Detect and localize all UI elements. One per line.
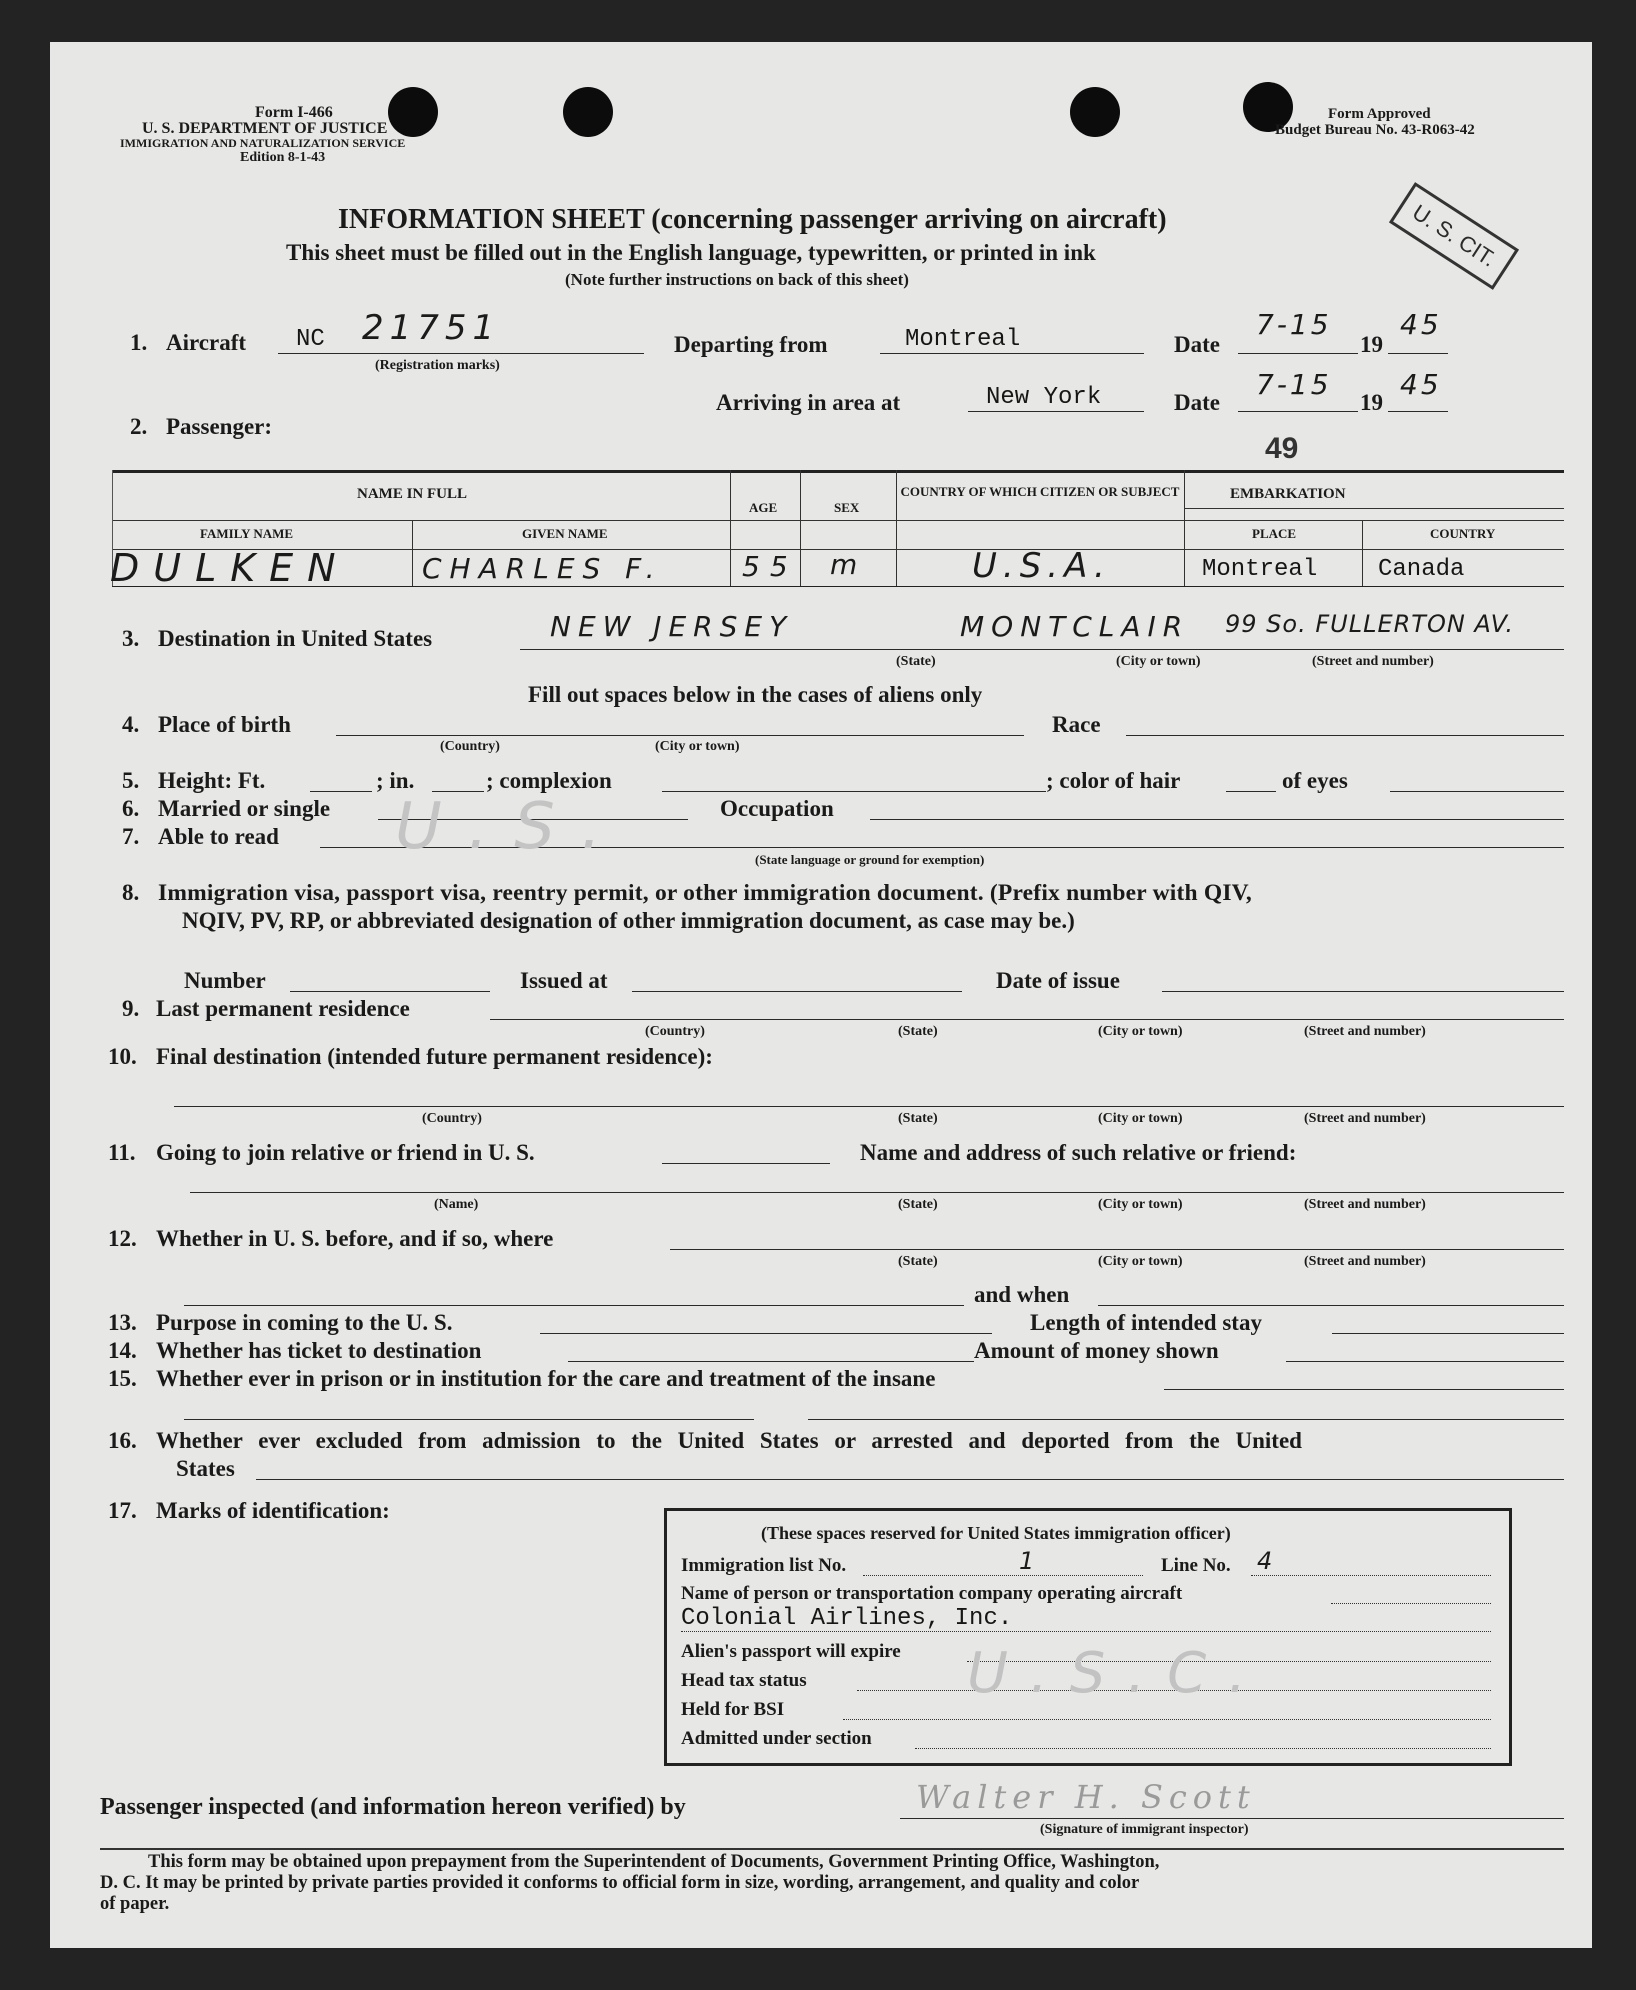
residence-label: Last permanent residence — [156, 996, 410, 1021]
state-caption: (State) — [896, 654, 936, 669]
item-number: 15. — [108, 1366, 137, 1391]
excluded-line — [256, 1479, 1564, 1480]
arriving-label: Arriving in area at — [716, 390, 901, 415]
item-number: 13. — [108, 1310, 137, 1335]
destination-line — [520, 649, 1564, 650]
street-caption: (Street and number) — [1304, 1197, 1426, 1212]
when-line — [1098, 1305, 1564, 1306]
item-number: 17. — [108, 1498, 137, 1523]
prison-label: Whether ever in prison or in institution for the care and treatment of the insane — [156, 1366, 936, 1391]
embarkation-place-value: Montreal — [1202, 556, 1318, 583]
name-in-full-header: NAME IN FULL — [357, 486, 468, 502]
form-title: INFORMATION SHEET (concerning passenger arriving on aircraft) — [338, 204, 1167, 235]
birth-label: Place of birth — [158, 712, 291, 737]
arrival-date-line — [1238, 411, 1358, 412]
departing-line — [880, 353, 1144, 354]
issued-label: Issued at — [520, 968, 608, 993]
name-caption: (Name) — [434, 1197, 479, 1212]
admitted-dots — [915, 1748, 1491, 1749]
item-number: 4. — [122, 712, 140, 737]
head-tax-label: Head tax status — [681, 1670, 807, 1691]
money-line — [1286, 1361, 1564, 1362]
name-address-label: Name and address of such relative or friend: — [860, 1140, 1297, 1165]
aircraft-line — [278, 353, 644, 354]
city-caption: (City or town) — [1098, 1254, 1183, 1269]
officer-heading: (These spaces reserved for United States immigration officer) — [761, 1523, 1231, 1543]
stamp-text: U. S. CIT. — [1407, 199, 1501, 272]
sex-value: m — [830, 548, 861, 581]
prison-line-2a — [184, 1419, 754, 1420]
read-label: Able to read — [158, 824, 279, 849]
line-dots — [1251, 1575, 1491, 1576]
list-value: 1 — [1019, 1547, 1038, 1575]
arrival-year-line — [1388, 411, 1448, 412]
visa-line-2: NQIV, PV, RP, or abbreviated designation of other immigration document, as case may be.) — [182, 908, 1075, 933]
citizen-stamp — [1389, 182, 1519, 290]
punch-hole — [388, 87, 438, 137]
sex-header: SEX — [834, 500, 860, 515]
operator-dots-2 — [681, 1631, 1491, 1632]
service: IMMIGRATION AND NATURALIZATION SERVICE — [120, 136, 406, 150]
city-caption: (City or town) — [1116, 654, 1201, 669]
inspected-label: Passenger inspected (and information hereon verified) by — [100, 1794, 686, 1820]
arriving-value: New York — [986, 384, 1102, 411]
item-number: 9. — [122, 996, 140, 1021]
and-when-label: and when — [974, 1282, 1070, 1307]
age-header: AGE — [749, 500, 778, 515]
list-dots — [863, 1575, 1143, 1576]
signature-line — [900, 1818, 1564, 1819]
final-destination-line — [174, 1106, 1564, 1107]
registration-value: 21751 — [362, 308, 501, 348]
family-name-header: FAMILY NAME — [200, 526, 294, 541]
arrival-year-prefix: 19 — [1360, 390, 1383, 415]
city-caption: (City or town) — [1098, 1024, 1183, 1039]
form-approved: Form Approved — [1328, 106, 1431, 122]
item-number: 12. — [108, 1226, 137, 1251]
departure-year-prefix: 19 — [1360, 332, 1383, 357]
form-note: (Note further instructions on back of this sheet) — [565, 270, 909, 289]
join-relative-label: Going to join relative or friend in U. S. — [156, 1140, 535, 1165]
marks-label: Marks of identification: — [156, 1498, 390, 1523]
height-label: Height: Ft. — [158, 768, 266, 793]
occupation-line — [870, 819, 1564, 820]
occupation-label: Occupation — [720, 796, 834, 821]
line-label: Line No. — [1161, 1555, 1231, 1576]
registration-caption: (Registration marks) — [375, 358, 500, 373]
item-number: 1. — [130, 330, 148, 355]
inspector-signature: Walter H. Scott — [916, 1778, 1256, 1816]
state-caption: (State) — [898, 1024, 938, 1039]
footer-line-1: This form may be obtained upon prepayment from the Superintendent of Documents, Government Printing Office, Washington, — [148, 1852, 1160, 1872]
birth-line — [336, 735, 1024, 736]
age-value: 55 — [742, 550, 798, 583]
residence-line — [490, 1019, 1564, 1020]
aliens-heading: Fill out spaces below in the cases of aliens only — [528, 682, 983, 707]
country-header: COUNTRY — [1430, 526, 1496, 541]
name-address-line — [190, 1192, 1564, 1193]
purpose-line — [540, 1333, 992, 1334]
footer-line-2: D. C. It may be printed by private parties provided it conforms to official form in size, wording, arrangement, and quality and color — [100, 1873, 1140, 1893]
signature-caption: (Signature of immigrant inspector) — [1040, 1822, 1249, 1837]
married-label: Married or single — [158, 796, 331, 821]
held-dots — [843, 1719, 1491, 1720]
arriving-line — [968, 411, 1144, 412]
final-destination-label: Final destination (intended future permanent residence): — [156, 1044, 713, 1069]
operator-value: Colonial Airlines, Inc. — [681, 1605, 1013, 1632]
operator-label: Name of person or transportation company operating aircraft — [681, 1583, 1183, 1604]
item-number: 2. — [130, 414, 148, 439]
complexion-line — [662, 791, 1046, 792]
punch-hole — [563, 87, 613, 137]
sheet-number: 49 — [1265, 432, 1299, 465]
family-name-value: DULKEN — [110, 546, 350, 590]
issued-line — [632, 991, 962, 992]
item-number: 16. — [108, 1428, 137, 1453]
embarkation-header: EMBARKATION — [1230, 486, 1346, 502]
purpose-label: Purpose in coming to the U. S. — [156, 1310, 453, 1335]
destination-label: Destination in United States — [158, 626, 433, 651]
prison-line — [1164, 1389, 1564, 1390]
country-caption: (Country) — [440, 739, 500, 754]
money-label: Amount of money shown — [974, 1338, 1219, 1363]
city-caption: (City or town) — [1098, 1197, 1183, 1212]
departing-value: Montreal — [905, 326, 1021, 353]
departure-date: 7-15 — [1256, 308, 1332, 341]
street-caption: (Street and number) — [1304, 1024, 1426, 1039]
eyes-label: of eyes — [1282, 768, 1348, 793]
budget-number: Budget Bureau No. 43-R063-42 — [1275, 122, 1475, 138]
us-before-line — [670, 1249, 1564, 1250]
city-caption: (City or town) — [655, 739, 740, 754]
arrival-date: 7-15 — [1256, 368, 1332, 401]
passport-label: Alien's passport will expire — [681, 1641, 901, 1662]
list-label: Immigration list No. — [681, 1555, 847, 1576]
destination-city: MONTCLAIR — [960, 610, 1190, 643]
country-caption: (Country) — [645, 1024, 705, 1039]
officer-pencil-mark: U.S.C. — [967, 1641, 1269, 1706]
street-caption: (Street and number) — [1304, 1254, 1426, 1269]
passenger-table — [110, 470, 1564, 590]
race-label: Race — [1052, 712, 1101, 737]
item-number: 8. — [122, 880, 140, 905]
country-caption: (Country) — [422, 1111, 482, 1126]
given-name-value: CHARLES F. — [422, 552, 663, 585]
join-relative-line — [662, 1163, 830, 1164]
footer-rule — [100, 1848, 1564, 1850]
street-caption: (Street and number) — [1312, 654, 1434, 669]
ticket-line — [568, 1361, 974, 1362]
item-number: 10. — [108, 1044, 137, 1069]
arrival-date-label: Date — [1174, 390, 1220, 415]
held-label: Held for BSI — [681, 1699, 785, 1720]
date-issue-line — [1162, 991, 1564, 992]
country-citizen-text: COUNTRY OF WHICH CITIZEN OR SUBJECT — [900, 484, 1180, 499]
race-line — [1126, 735, 1564, 736]
embarkation-country-value: Canada — [1378, 556, 1465, 583]
arrival-year: 45 — [1400, 368, 1442, 401]
eyes-line — [1390, 791, 1564, 792]
stay-line — [1332, 1333, 1564, 1334]
excluded-line-2: States — [176, 1456, 235, 1481]
street-caption: (Street and number) — [1304, 1111, 1426, 1126]
aircraft-label: Aircraft — [166, 330, 247, 355]
place-header: PLACE — [1252, 526, 1297, 541]
number-label: Number — [184, 968, 266, 993]
date-issue-label: Date of issue — [996, 968, 1120, 993]
read-pencil-mark: U.S. — [395, 790, 628, 864]
stay-label: Length of intended stay — [1030, 1310, 1262, 1335]
department: U. S. DEPARTMENT OF JUSTICE — [142, 120, 388, 137]
registration-prefix: NC — [296, 326, 325, 353]
departure-date-label: Date — [1174, 332, 1220, 357]
footer-line-3: of paper. — [100, 1894, 170, 1914]
country-citizen-header — [896, 484, 1184, 499]
prison-line-2b — [808, 1419, 1564, 1420]
item-number: 5. — [122, 768, 140, 793]
where-line — [184, 1305, 964, 1306]
line-value: 4 — [1257, 1547, 1276, 1575]
destination-street: 99 So. FULLERTON AV. — [1225, 610, 1514, 638]
departure-year: 45 — [1400, 308, 1442, 341]
punch-hole — [1070, 87, 1120, 137]
us-before-label: Whether in U. S. before, and if so, where — [156, 1226, 554, 1251]
complexion-label: ; complexion — [486, 768, 612, 793]
admitted-label: Admitted under section — [681, 1728, 872, 1749]
feet-line — [310, 791, 372, 792]
departing-label: Departing from — [674, 332, 828, 357]
form-subtitle: This sheet must be filled out in the English language, typewritten, or printed in ink — [286, 240, 1096, 265]
inches-label: ; in. — [376, 768, 415, 793]
item-number: 11. — [108, 1140, 136, 1165]
destination-state: NEW JERSEY — [550, 610, 794, 643]
number-line — [290, 991, 490, 992]
passenger-label: Passenger: — [166, 414, 273, 439]
state-caption: (State) — [898, 1111, 938, 1126]
item-number: 6. — [122, 796, 140, 821]
edition: Edition 8-1-43 — [240, 150, 326, 165]
state-caption: (State) — [898, 1197, 938, 1212]
item-number: 14. — [108, 1338, 137, 1363]
departure-year-line — [1388, 353, 1448, 354]
visa-line-1: Immigration visa, passport visa, reentry permit, or other immigration document. (Prefix number with QIV, — [158, 880, 1252, 906]
hair-label: ; color of hair — [1046, 768, 1181, 793]
form-sheet — [50, 42, 1592, 1948]
form-number: Form I-466 — [255, 104, 333, 121]
hair-line — [1226, 791, 1276, 792]
excluded-line-1: Whether ever excluded from admission to the United States or arrested and deported from the United — [156, 1428, 1302, 1453]
item-number: 7. — [122, 824, 140, 849]
item-number: 3. — [122, 626, 140, 651]
citizen-value: U.S.A. — [972, 546, 1111, 586]
state-caption: (State) — [898, 1254, 938, 1269]
operator-dots — [1331, 1603, 1491, 1604]
departure-date-line — [1238, 353, 1358, 354]
given-name-header: GIVEN NAME — [522, 526, 608, 541]
officer-box — [664, 1508, 1512, 1766]
read-caption: (State language or ground for exemption) — [755, 852, 985, 867]
ticket-label: Whether has ticket to destination — [156, 1338, 482, 1363]
city-caption: (City or town) — [1098, 1111, 1183, 1126]
